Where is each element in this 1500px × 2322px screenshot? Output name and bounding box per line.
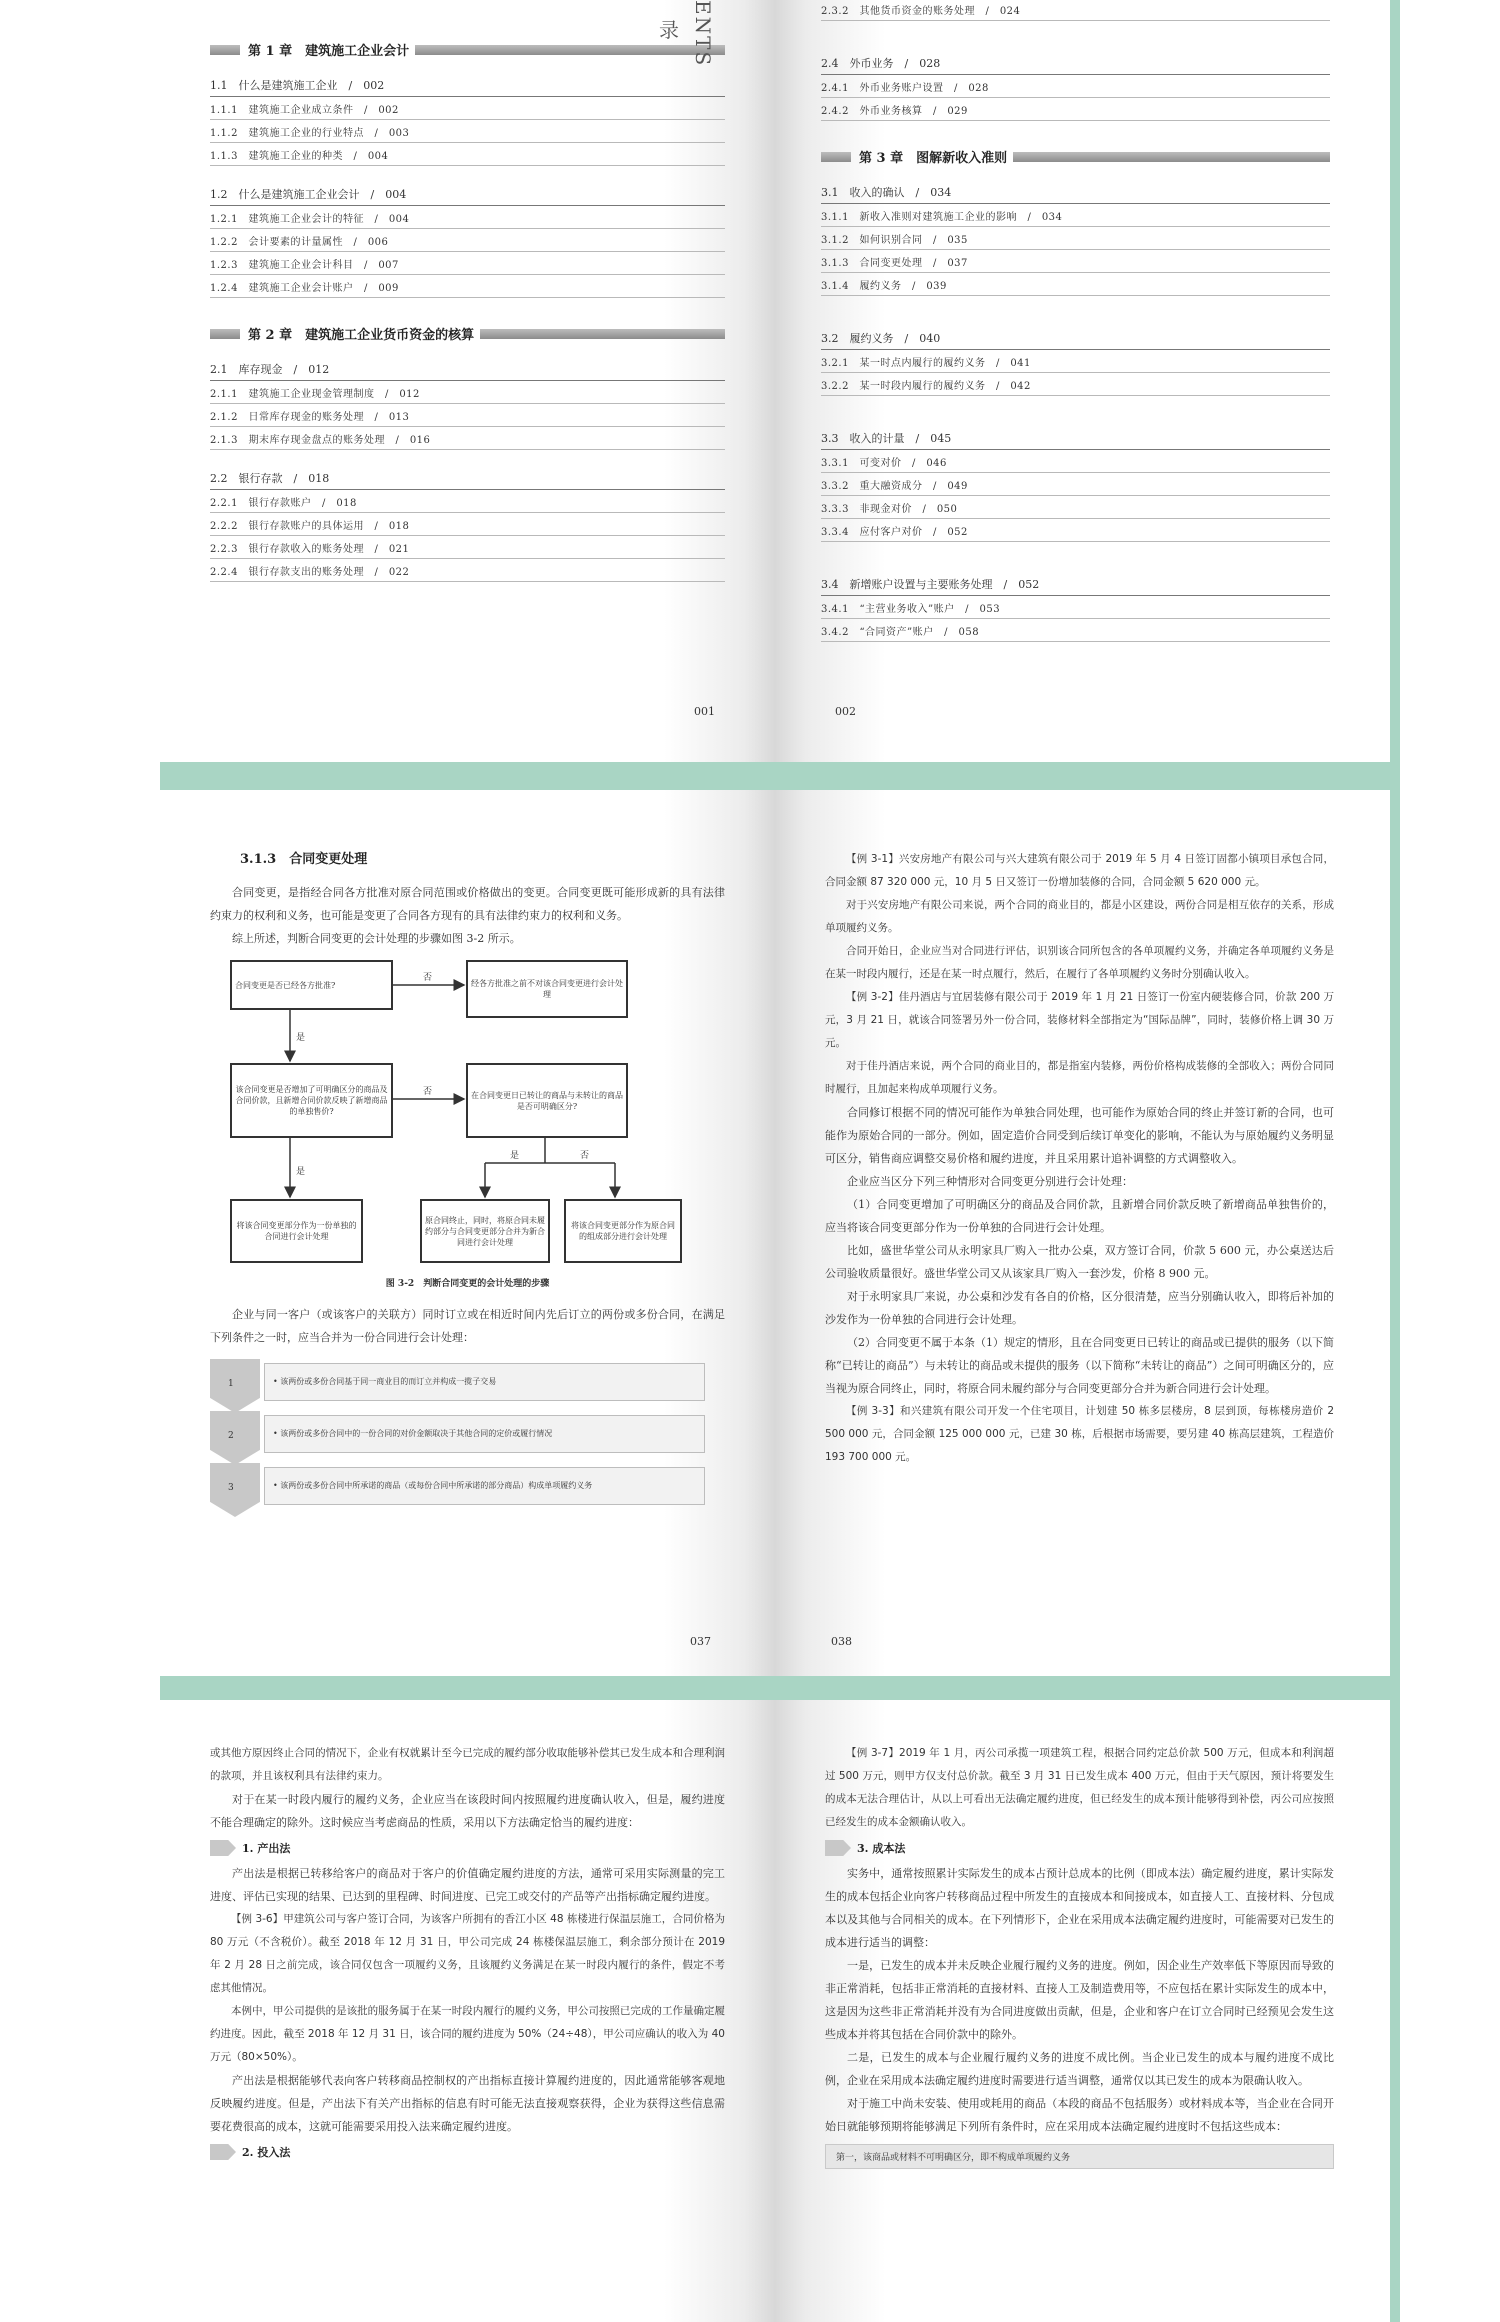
toc-subsection[interactable]: 3.4.2 “合同资产”账户 / 058: [821, 619, 1330, 642]
step-text: • 该两份或多份合同中的一份合同的对价金额取决于其他合同的定价或履行情况: [264, 1415, 705, 1453]
method-title: 2. 投入法: [210, 2142, 725, 2162]
arrow-tab-icon: [210, 1840, 236, 1856]
page-number: 037: [690, 1635, 711, 1648]
step-text: • 该两份或多份合同基于同一商业目的而订立并构成一揽子交易: [264, 1363, 705, 1401]
body-paragraph: 产出法是根据已转移给客户的商品对于客户的价值确定履约进度的方法，通常可采用实际测量的完工进度、评估已实现的结果、已达到的里程碑、时间进度、已完工或交付的产品等产出指标确定履约进度。: [210, 1867, 725, 1903]
toc-subsection[interactable]: 3.3.2 重大融资成分 / 049: [821, 473, 1330, 496]
toc-subsection[interactable]: 2.4.1 外币业务账户设置 / 028: [821, 75, 1330, 98]
flow-box-no-accounting: 经各方批准之前不对该合同变更进行会计处理: [466, 960, 628, 1018]
toc-section[interactable]: 2.2 银行存款 / 018: [210, 464, 725, 490]
flowchart: [210, 958, 725, 1270]
step-text: • 该两份或多份合同中所承诺的商品（或每份合同中所承诺的部分商品）构成单项履约义务: [264, 1467, 705, 1505]
toc-right-page: [775, 0, 1390, 762]
toc-subsection[interactable]: 3.4.1 “主营业务收入”账户 / 053: [821, 596, 1330, 619]
page-background: [160, 0, 1400, 2322]
toc-heading-text: ENTS: [691, 0, 715, 68]
chevron-step-icon: [210, 1463, 260, 1517]
chapter-3-title: 第 3 章 图解新收入准则: [821, 147, 1330, 166]
methods-right-page: [775, 1700, 1390, 2322]
page-037: [160, 790, 775, 1676]
toc-heading: [659, 0, 715, 68]
toc-subsection[interactable]: 3.1.1 新收入准则对建筑施工企业的影响 / 034: [821, 204, 1330, 227]
toc-subsection[interactable]: 1.2.4 建筑施工企业会计账户 / 009: [210, 275, 725, 298]
body-paragraph: 综上所述，判断合同变更的会计处理的步骤如图 3-2 所示。: [232, 932, 521, 945]
toc-subsection[interactable]: 1.1.1 建筑施工企业成立条件 / 002: [210, 97, 725, 120]
body-paragraph: 或其他方原因终止合同的情况下，企业有权就累计至今已完成的履约部分收取能够补偿其已发生成本和合理利润的款项，并且该权利具有法律约束力。: [210, 1747, 725, 1782]
toc-subsection[interactable]: 3.3.4 应付客户对价 / 052: [821, 519, 1330, 542]
toc-subsection[interactable]: 3.1.3 合同变更处理 / 037: [821, 250, 1330, 273]
flow-label-yes: 是: [296, 1033, 306, 1043]
text-block: [210, 1742, 725, 1834]
toc-section[interactable]: 1.2 什么是建筑施工企业会计 / 004: [210, 180, 725, 206]
body-paragraph: 对于永明家具厂来说，办公桌和沙发有各自的价格，区分很清楚，应当分别确认收入，即将后补加的沙发作为一份单独的合同进行会计处理。: [825, 1290, 1334, 1326]
body-paragraph: 【例 3-1】兴安房地产有限公司与兴大建筑有限公司于 2019 年 5 月 4 日签订固都小镇项目承包合同，合同金额 87 320 000 元，10 月 5 日又签订一份增加装修的合同，合同金额 5 620 000 元。: [825, 853, 1334, 888]
body-paragraph: 比如，盛世华堂公司从永明家具厂购入一批办公桌，双方签订合同，价款 5 600 元，办公桌送达后公司验收质量很好。盛世华堂公司又从该家具厂购入一套沙发，价格 8 900 元。: [825, 1244, 1334, 1280]
arrow-tab-icon: [825, 1840, 851, 1856]
arrow-tab-icon: [210, 2144, 236, 2160]
example-text-block: [825, 848, 1334, 1469]
body-paragraph: 【例 3-2】佳丹酒店与宜居装修有限公司于 2019 年 1 月 21 日签订一份室内硬装修合同，价款 200 万元，3 月 21 日，就该合同签署另外一份合同，装修材料全部指定为“国际品牌”，同时，装修价格上调 30 万元。: [825, 991, 1334, 1049]
condition-step: [210, 1463, 725, 1511]
page-number: 001: [694, 705, 715, 718]
flow-label-yes: 是: [510, 1151, 520, 1161]
toc-subsection[interactable]: 2.2.1 银行存款账户 / 018: [210, 490, 725, 513]
toc-subsection[interactable]: 1.2.1 建筑施工企业会计的特征 / 004: [210, 206, 725, 229]
chevron-step-icon: [210, 1359, 260, 1413]
body-paragraph: 对于施工中尚未安装、使用或耗用的商品（本段的商品不包括服务）或材料成本等，当企业在合同开始日就能够预期将能够满足下列所有条件时，应在采用成本法确定履约进度时不包括这些成本：: [825, 2097, 1334, 2133]
methods-spread: [160, 1700, 1390, 2322]
toc-subsection[interactable]: 2.1.1 建筑施工企业现金管理制度 / 012: [210, 381, 725, 404]
text-block: [825, 1742, 1334, 1834]
figure-caption: 图 3-2 判断合同变更的会计处理的步骤: [385, 1279, 550, 1289]
body-paragraph: 企业应当区分下列三种情形对合同变更分别进行会计处理：: [847, 1175, 1133, 1188]
method-title: 1. 产出法: [210, 1838, 725, 1858]
contract-change-spread: [160, 790, 1390, 1676]
body-paragraph: 一是，已发生的成本并未反映企业履行履约义务的进度。例如，因企业生产效率低下等原因而导致的非正常消耗，包括非正常消耗的直接材料、直接人工及制造费用等，不应包括在累计实际发生的成本中，这是因为这些非正常消耗并没有为合同进度做出贡献，但是，企业和客户在订立合同时已经预见会发生这些成本并将其包括在合同价款中的除外。: [825, 1959, 1334, 2041]
body-paragraph: （2）合同变更不属于本条（1）规定的情形，且在合同变更日已转让的商品或已提供的服务（以下简称“已转让的商品”）与未转让的商品或未提供的服务（以下简称“未转让的商品”）之间可明确区分的，应当视为原合同终止，同时，将原合同未履约部分与合同变更部分合并为新合同进行会计处理。: [825, 1336, 1334, 1395]
toc-subsection[interactable]: 1.1.2 建筑施工企业的行业特点 / 003: [210, 120, 725, 143]
step-number: 3: [228, 1483, 234, 1493]
toc-subsection[interactable]: 3.1.4 履约义务 / 039: [821, 273, 1330, 296]
flow-box-distinct-goods: 该合同变更是否增加了可明确区分的商品及合同价款，且新增合同价款反映了新增商品的单独售价?: [230, 1063, 393, 1138]
toc-subsection[interactable]: 2.3.2 其他货币资金的账务处理 / 024: [821, 0, 1330, 21]
toc-section[interactable]: 2.4 外币业务 / 028: [821, 49, 1330, 75]
body-paragraph: 实务中，通常按照累计实际发生的成本占预计总成本的比例（即成本法）确定履约进度，累计实际发生的成本包括企业向客户转移商品过程中所发生的直接成本和间接成本，如直接人工、直接材料、分包成本以及其他与合同相关的成本。在下列情形下，企业在采用成本法确定履约进度时，可能需要对已发生的成本进行适当的调整：: [825, 1867, 1334, 1949]
flow-label-yes: 是: [296, 1167, 306, 1177]
toc-left-page: [160, 0, 775, 762]
body-paragraph: 合同变更，是指经合同各方批准对原合同范围或价格做出的变更。合同变更既可能形成新的具有法律约束力的权利和义务，也可能是变更了合同各方现有的具有法律约束力的权利和义务。: [210, 886, 725, 922]
toc-subsection[interactable]: 3.2.2 某一时段内履行的履约义务 / 042: [821, 373, 1330, 396]
toc-subsection[interactable]: 2.1.2 日常库存现金的账务处理 / 013: [210, 404, 725, 427]
toc-section[interactable]: 2.1 库存现金 / 012: [210, 355, 725, 381]
body-paragraph: 二是，已发生的成本与企业履行履约义务的进度不成比例。当企业已发生的成本与履约进度不成比例，企业在采用成本法确定履约进度时需要进行适当调整，通常仅以其已发生的成本为限确认收入。: [825, 2051, 1334, 2087]
body-paragraph: 企业与同一客户（或该客户的关联方）同时订立或在相近时间内先后订立的两份或多份合同，在满足下列条件之一时，应当合并为一份合同进行会计处理：: [210, 1308, 725, 1344]
body-paragraph: 合同开始日，企业应当对合同进行评估，识别该合同所包含的各单项履约义务，并确定各单项履约义务是在某一时段内履行，还是在某一时点履行，然后，在履行了各单项履约义务时分别确认收入。: [825, 945, 1334, 980]
toc-section[interactable]: 3.3 收入的计量 / 045: [821, 424, 1330, 450]
toc-subsection[interactable]: 2.2.4 银行存款支出的账务处理 / 022: [210, 559, 725, 582]
flow-box-separate-contract: 将该合同变更部分作为一份单独的合同进行会计处理: [230, 1199, 363, 1263]
toc-section[interactable]: 1.1 什么是建筑施工企业 / 002: [210, 71, 725, 97]
toc-subsection[interactable]: 1.1.3 建筑施工企业的种类 / 004: [210, 143, 725, 166]
section-heading: 3.1.3 合同变更处理: [240, 852, 368, 867]
body-paragraph: 对于兴安房地产有限公司来说，两个合同的商业目的，都是小区建设，两份合同是相互依存的关系，形成单项履约义务。: [825, 899, 1334, 934]
toc-subsection[interactable]: 3.2.1 某一时点内履行的履约义务 / 041: [821, 350, 1330, 373]
body-paragraph: 产出法是根据能够代表向客户转移商品控制权的产出指标直接计算履约进度的，因此通常能够客观地反映履约进度。但是，产出法下有关产出指标的信息有时可能无法直接观察获得，企业为获得这些信息需要花费很高的成本，这就可能需要采用投入法来确定履约进度。: [210, 2074, 725, 2133]
toc-subsection[interactable]: 2.1.3 期末库存现金盘点的账务处理 / 016: [210, 427, 725, 450]
page-number: 002: [835, 705, 856, 718]
flow-box-approval: 合同变更是否已经各方批准?: [230, 960, 393, 1010]
merge-conditions: [210, 1359, 725, 1511]
body-paragraph: 对于佳丹酒店来说，两个合同的商业目的，都是指室内装修，两份价格构成装修的全部收入；两份合同同时履行，且加起来构成单项履行义务。: [825, 1060, 1334, 1095]
body-paragraph: 【例 3-6】甲建筑公司与客户签订合同，为该客户所拥有的香江小区 48 栋楼进行保温层施工，合同价格为 80 万元（不含税价）。截至 2018 年 12 月 31 日，甲公司完成 24 栋楼保温层施工，剩余部分预计在 2019 年 2 月 28 日之前完成，该合同仅包含一项履约义务，且该履约义务满足在某一时段内履行的条件，假定不考虑其他情况。: [210, 1913, 725, 1994]
chevron-step-icon: [210, 1411, 260, 1465]
toc-subsection[interactable]: 3.3.3 非现金对价 / 050: [821, 496, 1330, 519]
toc-subsection[interactable]: 2.2.3 银行存款收入的账务处理 / 021: [210, 536, 725, 559]
text-block: [210, 1862, 725, 2138]
body-paragraph: 【例 3-3】和兴建筑有限公司开发一个住宅项目，计划建 50 栋多层楼房，8 层到顶，每栋楼房造价 2 500 000 元，合同金额 125 000 000 元，已建 30 栋，后根据市场需要，要另建 40 栋高层建筑，工程造价 193 700 000 元。: [825, 1405, 1334, 1463]
body-paragraph: 合同修订根据不同的情况可能作为单独合同处理，也可能作为原始合同的终止并签订新的合同，也可能作为原始合同的一部分。例如，固定造价合同受到后续订单变化的影响，不能认为与原始履约义务明显可区分，销售商应调整交易价格和履约进度，并且采用累计追补调整的方式调整收入。: [825, 1106, 1334, 1165]
condition-banner: 第一，该商品或材料不可明确区分，即不构成单项履约义务: [825, 2144, 1334, 2169]
body-paragraph: 对于在某一时段内履行的履约义务，企业应当在该段时间内按照履约进度确认收入，但是，履约进度不能合理确定的除外。这时候应当考虑商品的性质，采用以下方法确定恰当的履约进度：: [210, 1793, 725, 1829]
body-paragraph: 本例中，甲公司提供的是该批的服务属于在某一时段内履行的履约义务，甲公司按照已完成的工作量确定履约进度。因此，截至 2018 年 12 月 31 日，该合同的履约进度为 50%（24÷48），甲公司应确认的收入为 40 万元（80×50%）。: [210, 2005, 725, 2063]
flow-box-part-of-original: 将该合同变更部分作为原合同的组成部分进行会计处理: [564, 1199, 682, 1263]
toc-subsection[interactable]: 2.4.2 外币业务核算 / 029: [821, 98, 1330, 121]
toc-section[interactable]: 3.4 新增账户设置与主要账务处理 / 052: [821, 570, 1330, 596]
condition-step: [210, 1411, 725, 1459]
toc-spread: [160, 0, 1390, 762]
text-block: [825, 1862, 1334, 2138]
chapter-1-title: 第 1 章 建筑施工企业会计: [210, 40, 725, 59]
page-number: 038: [831, 1635, 852, 1648]
toc-subsection[interactable]: 1.2.2 会计要素的计量属性 / 006: [210, 229, 725, 252]
toc-subsection[interactable]: 1.2.3 建筑施工企业会计科目 / 007: [210, 252, 725, 275]
toc-subsection[interactable]: 3.3.1 可变对价 / 046: [821, 450, 1330, 473]
chapter-2-title: 第 2 章 建筑施工企业货币资金的核算: [210, 324, 725, 343]
toc-subsection[interactable]: 2.2.2 银行存款账户的具体运用 / 018: [210, 513, 725, 536]
toc-subsection[interactable]: 3.1.2 如何识别合同 / 035: [821, 227, 1330, 250]
flow-box-transferred-goods: 在合同变更日已转让的商品与未转让的商品是否可明确区分?: [466, 1063, 628, 1138]
step-number: 1: [228, 1379, 234, 1389]
condition-step: [210, 1359, 725, 1407]
page-038: [775, 790, 1390, 1676]
methods-left-page: [160, 1700, 775, 2322]
toc-heading-char: 录: [659, 18, 681, 42]
flow-label-no: 否: [423, 1087, 433, 1097]
step-number: 2: [228, 1431, 234, 1441]
toc-section[interactable]: 3.1 收入的确认 / 034: [821, 178, 1330, 204]
flow-label-no: 否: [423, 973, 433, 983]
body-paragraph: （1）合同变更增加了可明确区分的商品及合同价款，且新增合同价款反映了新增商品单独售价的，应当将该合同变更部分作为一份单独的合同进行会计处理。: [825, 1198, 1334, 1234]
toc-section[interactable]: 3.2 履约义务 / 040: [821, 324, 1330, 350]
flow-box-new-contract: 原合同终止，同时，将原合同未履约部分与合同变更部分合并为新合同进行会计处理: [420, 1199, 550, 1263]
flow-label-no: 否: [580, 1151, 590, 1161]
body-paragraph: 【例 3-7】2019 年 1 月，丙公司承揽一项建筑工程，根据合同约定总价款 500 万元，但成本和利润超过 500 万元，则甲方仅支付总价款。截至 3 月 31 日已发生成本 400 万元，但由于天气原因，预计将要发生的成本无法合理估计，从以上可看出无法确定履约进度，但已经发生的成本预计能够得到补偿，丙公司应按照已经发生的成本金额确认收入。: [825, 1747, 1334, 1828]
method-title: 3. 成本法: [825, 1838, 1334, 1858]
